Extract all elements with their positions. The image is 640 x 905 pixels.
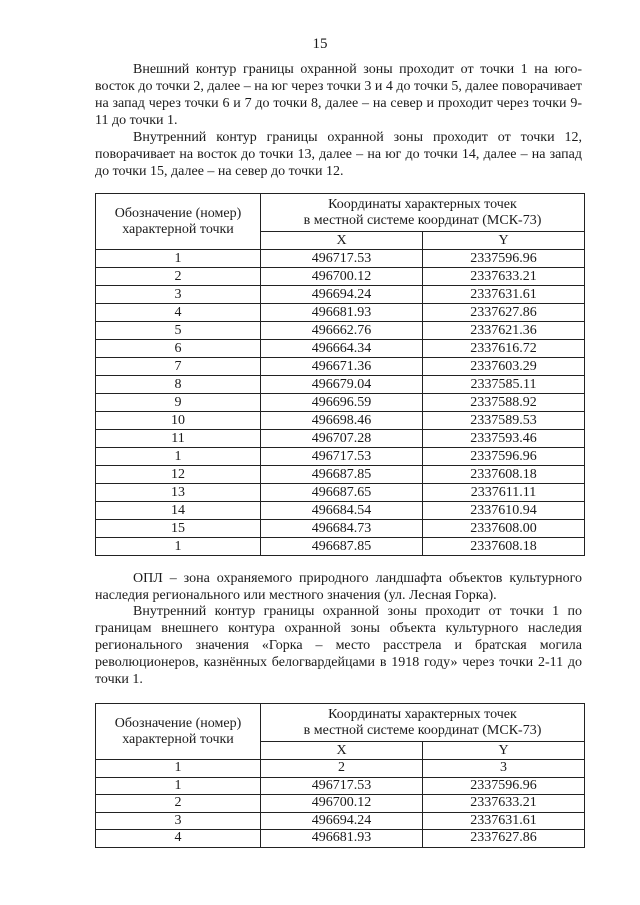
- cell-x: 496684.54: [261, 502, 423, 520]
- table-row: [96, 250, 585, 268]
- cell-x: 496662.76: [261, 322, 423, 340]
- table-row: [96, 466, 585, 484]
- cell-y: 2337633.21: [423, 795, 585, 813]
- cell-point: 12: [96, 466, 261, 484]
- cell-point: 1: [96, 777, 261, 795]
- header-coords-line2: в местной системе координат (МСК-73): [303, 212, 542, 228]
- cell-y: 2337621.36: [423, 322, 585, 340]
- table-row: [96, 412, 585, 430]
- cell-x: 496698.46: [261, 412, 423, 430]
- cell-y: 2337585.11: [423, 376, 585, 394]
- table-row: [96, 760, 585, 778]
- header-point-designation: [96, 194, 261, 250]
- coordinates-table-1: [95, 193, 585, 556]
- table-row: [96, 430, 585, 448]
- cell-y: 2337596.96: [423, 777, 585, 795]
- cell-x: 496700.12: [261, 795, 423, 813]
- cell-y: 3: [423, 760, 585, 778]
- table-row: [96, 502, 585, 520]
- cell-y: 2337603.29: [423, 358, 585, 376]
- cell-point: 11: [96, 430, 261, 448]
- cell-x: 496696.59: [261, 394, 423, 412]
- cell-x: 496717.53: [261, 250, 423, 268]
- cell-point: 2: [96, 795, 261, 813]
- cell-x: 496684.73: [261, 520, 423, 538]
- cell-y: 2337631.61: [423, 286, 585, 304]
- header-point-line2: характерной точки: [122, 731, 234, 747]
- cell-point: 3: [96, 812, 261, 830]
- cell-x: 496681.93: [261, 304, 423, 322]
- page-number: 15: [312, 36, 328, 52]
- header-point-designation: [96, 704, 261, 760]
- table-row: [96, 812, 585, 830]
- cell-x: 496679.04: [261, 376, 423, 394]
- table-row: [96, 538, 585, 556]
- cell-x: 496687.85: [261, 466, 423, 484]
- cell-y: 2337596.96: [423, 250, 585, 268]
- table-body: [96, 250, 585, 556]
- cell-x: 496694.24: [261, 812, 423, 830]
- cell-x: 496717.53: [261, 448, 423, 466]
- cell-y: 2337596.96: [423, 448, 585, 466]
- cell-point: 1: [96, 448, 261, 466]
- header-coordinates: [261, 704, 585, 742]
- cell-y: 2337608.18: [423, 538, 585, 556]
- cell-y: 2337589.53: [423, 412, 585, 430]
- cell-point: 14: [96, 502, 261, 520]
- cell-point: 4: [96, 304, 261, 322]
- cell-point: 15: [96, 520, 261, 538]
- header-x: X: [261, 742, 423, 760]
- cell-point: 2: [96, 268, 261, 286]
- paragraph-outer-contour: Внешний контур границы охранной зоны проходит от точки 1 на юго-восток до точки 2, далее – на юг через точки 3 и 4 до точки 5, далее поворачивает на запад через точки 6 и 7 до точки 8, далее – на север и проходит через точки 9-11 до точки 1.: [95, 62, 582, 128]
- cell-y: 2337633.21: [423, 268, 585, 286]
- table-row: [96, 304, 585, 322]
- table-row: [96, 268, 585, 286]
- cell-point: 8: [96, 376, 261, 394]
- table-row: [96, 322, 585, 340]
- table-body: [96, 760, 585, 848]
- cell-point: 1: [96, 538, 261, 556]
- table-row: [96, 777, 585, 795]
- cell-y: 2337593.46: [423, 430, 585, 448]
- table-row: [96, 830, 585, 848]
- cell-x: 496707.28: [261, 430, 423, 448]
- cell-y: 2337627.86: [423, 830, 585, 848]
- cell-point: 9: [96, 394, 261, 412]
- cell-y: 2337608.00: [423, 520, 585, 538]
- cell-x: 496694.24: [261, 286, 423, 304]
- cell-point: 7: [96, 358, 261, 376]
- cell-y: 2337608.18: [423, 466, 585, 484]
- cell-point: 6: [96, 340, 261, 358]
- cell-point: 1: [96, 250, 261, 268]
- cell-x: 2: [261, 760, 423, 778]
- coordinates-table-2: [95, 703, 585, 848]
- cell-point: 3: [96, 286, 261, 304]
- cell-point: 5: [96, 322, 261, 340]
- header-point-line1: Обозначение (номер): [114, 715, 242, 731]
- cell-x: 496671.36: [261, 358, 423, 376]
- header-coords-line1: Координаты характерных точек: [328, 196, 517, 212]
- cell-y: 2337611.11: [423, 484, 585, 502]
- table-row: [96, 358, 585, 376]
- header-y: Y: [423, 232, 585, 250]
- table-row: [96, 484, 585, 502]
- cell-y: 2337588.92: [423, 394, 585, 412]
- cell-x: 496717.53: [261, 777, 423, 795]
- cell-y: 2337627.86: [423, 304, 585, 322]
- cell-point: 1: [96, 760, 261, 778]
- header-coords-line1: Координаты характерных точек: [328, 706, 517, 722]
- cell-x: 496664.34: [261, 340, 423, 358]
- table-row: [96, 340, 585, 358]
- table-row: [96, 394, 585, 412]
- header-point-line1: Обозначение (номер): [114, 205, 242, 221]
- cell-x: 496687.65: [261, 484, 423, 502]
- paragraph-inner-contour-opl: Внутренний контур границы охранной зоны проходит от точки 1 по границам внешнего контура охранной зоны объекта культурного наследия регионального значения «Горка – место расстрела и братская могила революционеров, казнённых белогвардейцами в 1918 году» через точки 2-11 до точки 1.: [95, 604, 582, 687]
- table-row: [96, 795, 585, 813]
- header-point-line2: характерной точки: [122, 221, 234, 237]
- header-coords-line2: в местной системе координат (МСК-73): [303, 722, 542, 738]
- paragraph-opl-zone: ОПЛ – зона охраняемого природного ландшафта объектов культурного наследия регионального или местного значения (ул. Лесная Горка).: [95, 571, 582, 603]
- cell-x: 496687.85: [261, 538, 423, 556]
- cell-x: 496700.12: [261, 268, 423, 286]
- table-row: [96, 520, 585, 538]
- cell-y: 2337616.72: [423, 340, 585, 358]
- header-y: Y: [423, 742, 585, 760]
- cell-y: 2337631.61: [423, 812, 585, 830]
- header-x: X: [261, 232, 423, 250]
- cell-point: 13: [96, 484, 261, 502]
- cell-point: 10: [96, 412, 261, 430]
- cell-x: 496681.93: [261, 830, 423, 848]
- table-row: [96, 376, 585, 394]
- paragraph-inner-contour: Внутренний контур границы охранной зоны проходит от точки 12, поворачивает на восток до точки 13, далее – на юг до точки 14, далее – на запад до точки 15, далее – на север до точки 12.: [95, 130, 582, 179]
- header-coordinates: [261, 194, 585, 232]
- cell-y: 2337610.94: [423, 502, 585, 520]
- table-row: [96, 286, 585, 304]
- cell-point: 4: [96, 830, 261, 848]
- table-row: [96, 448, 585, 466]
